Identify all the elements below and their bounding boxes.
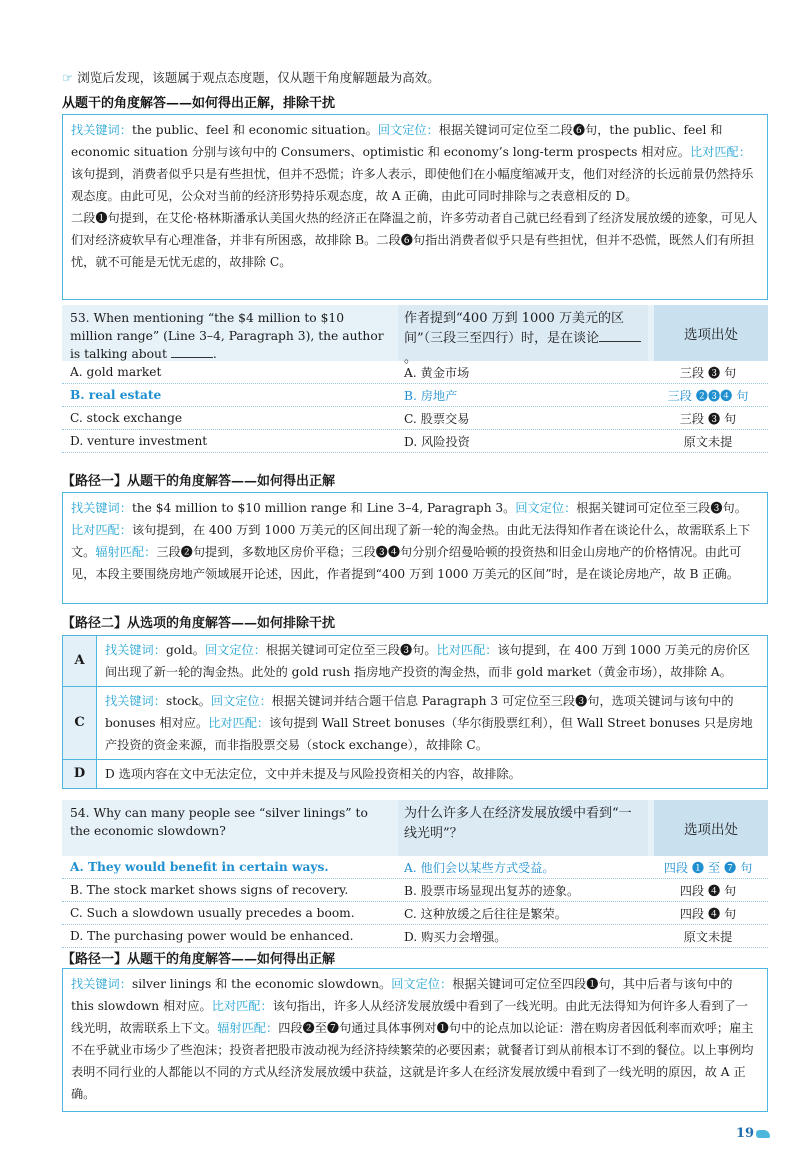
option-row — [62, 407, 768, 430]
option-cn: C. 这种放缓之后往往是繁荣。 — [404, 906, 567, 921]
path-one-title-53: 【路径一】从题干的角度解答——如何得出正解 — [62, 474, 336, 489]
analysis-text: 该句提到，在 400 万到 1000 万美元的区间出现了新一轮的淘金热。由此无法得知作者在谈论什么，故需联系上下文。 — [71, 523, 751, 559]
option-en: B. real estate — [70, 388, 162, 402]
step-label: 比对匹配： — [71, 523, 132, 537]
step-label: 找关键词： — [105, 643, 166, 657]
option-letter: A — [63, 636, 97, 686]
step-label: 找关键词： — [71, 977, 132, 991]
analysis-box-52 — [62, 114, 768, 300]
step-label: 比对匹配： — [436, 643, 498, 657]
analysis-text: stock。 — [165, 694, 211, 708]
option-en: B. The stock market shows signs of recovery. — [70, 883, 349, 897]
option-source: 原文未提 — [683, 434, 733, 449]
option-source: 四段 ❹ 句 — [679, 906, 737, 921]
question-53-header — [62, 305, 768, 366]
analysis-text: gold。 — [165, 643, 205, 657]
option-analysis-row — [63, 636, 767, 687]
pointing-hand-icon: ☞ — [62, 70, 74, 85]
question-54-options — [62, 856, 768, 948]
option-row — [62, 925, 768, 948]
analysis-text: 根据关键词可定位至三段❸句。 — [576, 501, 747, 515]
step-label: 比对匹配： — [690, 145, 751, 159]
page-number: 19 — [736, 1126, 770, 1141]
option-source: 原文未提 — [683, 929, 733, 944]
option-analysis-text — [97, 636, 767, 686]
option-cn: A. 黄金市场 — [404, 365, 470, 380]
option-source: 四段 ❶ 至 ❼ 句 — [663, 860, 753, 875]
option-letter: C — [63, 687, 97, 759]
section-title: 从题干的角度解答——如何得出正解，排除干扰 — [62, 96, 336, 111]
option-source: 四段 ❹ 句 — [679, 883, 737, 898]
option-cn: B. 股票市场显现出复苏的迹象。 — [404, 883, 580, 898]
question-54-stem-cn: 为什么许多人在经济发展放缓中看到“一线光明”？ — [398, 800, 648, 856]
option-en: D. venture investment — [70, 434, 208, 448]
answer-blank — [171, 346, 213, 358]
analysis-paragraph-1 — [71, 119, 759, 207]
option-source: 三段 ❸ 句 — [679, 365, 737, 380]
option-analysis-row — [63, 760, 767, 788]
option-en: C. Such a slowdown usually precedes a boom. — [70, 906, 355, 920]
option-row-correct — [62, 856, 768, 879]
page-number-decoration-icon — [756, 1130, 770, 1138]
step-label: 辐射匹配： — [95, 545, 157, 559]
analysis-box-53 — [62, 492, 768, 604]
analysis-text: 该句指出，许多人从经济发展放缓中看到了一线光明。由此无法得知为何许多人看到了一线光明，故需联系上下文。 — [71, 999, 748, 1035]
option-source-header: 选项出处 — [654, 305, 768, 361]
step-label: 回文定位： — [391, 977, 453, 991]
intro-line — [62, 68, 440, 86]
option-row — [62, 361, 768, 384]
analysis-text: the public、feel 和 economic situation。 — [131, 123, 378, 137]
analysis-box-54 — [62, 968, 768, 1112]
analysis-text: 该句提到，消费者似乎只是有些担忧，但并不恐慌；许多人表示，即使他们在小幅度缩减开支，他们对经济的长远前景仍然持乐观态度。由此可见，公众对当前的经济形势持乐观态度，故 A 正确，由此可同时排除与之表意相反的 D。 — [71, 167, 754, 203]
option-en: A. They would benefit in certain ways. — [70, 860, 329, 874]
option-analysis-text — [97, 687, 767, 759]
question-53-options — [62, 361, 768, 453]
question-54-table — [62, 800, 768, 948]
path-one-title-54: 【路径一】从题干的角度解答——如何得出正解 — [62, 952, 336, 967]
analysis-text: 三段❷句提到，多数地区房价平稳；三段❸❹句分别介绍曼哈顿的投资热和旧金山房地产的价格情况。由此可见，本段主要围绕房地产领域展开论述，因此，作者提到“400 万到 1000 万美元的区间”时，是在谈论房地产，故 B 正确。 — [71, 545, 742, 581]
analysis-text: 四段❷至❼句通过具体事例对❶句中的论点加以论证：潜在购房者因低利率而欢呼；雇主不在乎就业市场少了些泡沫；投资者把股市波动视为经济持续繁荣的必要因素；就餐者订到从前根本订不到的餐位。以上事例均表明不同行业的人都能以不同的方式从经济发展放缓中获益，这就是许多人在经济发展放缓中看到了一线光明的原因，故 A 正确。 — [71, 1021, 754, 1101]
analysis-text: 该句提到，在 400 万到 1000 万美元的房价区间出现了新一轮的淘金热。此处的 gold rush 指房地产投资的淘金热，而非 gold market（黄金市场），故排除 A。 — [105, 643, 751, 679]
option-cn: B. 房地产 — [404, 388, 458, 403]
intro-text: 浏览后发现，该题属于观点态度题，仅从题干角度解题最为高效。 — [77, 70, 440, 85]
analysis-paragraph-54 — [71, 973, 759, 1105]
option-letter: D — [63, 760, 97, 788]
option-analysis-row — [63, 687, 767, 760]
step-label: 辐射匹配： — [217, 1021, 279, 1035]
option-source-header: 选项出处 — [654, 800, 768, 856]
step-label: 找关键词： — [71, 501, 132, 515]
option-en: A. gold market — [70, 365, 162, 379]
analysis-text: D 选项内容在文中无法定位，文中并未提及与风险投资相关的内容，故排除。 — [105, 767, 521, 781]
option-cn: C. 股票交易 — [404, 411, 470, 426]
option-analysis-text — [97, 760, 767, 788]
analysis-paragraph-53 — [71, 497, 759, 585]
analysis-text: 该句提到 Wall Street bonuses（华尔街股票红利），但 Wall Street bonuses 只是房地产投资的资金来源，而非指股票交易（stock exchange），故排除 C。 — [105, 716, 753, 752]
option-row — [62, 879, 768, 902]
step-label: 比对匹配： — [208, 716, 270, 730]
option-row — [62, 902, 768, 925]
step-label: 回文定位： — [210, 694, 272, 708]
analysis-text: 根据关键词并结合题干信息 Paragraph 3 可定位至三段❸句，选项关键词与该句中的 bonuses 相对应。 — [105, 694, 734, 730]
option-row-correct — [62, 384, 768, 407]
option-source: 三段 ❸ 句 — [679, 411, 737, 426]
option-cn: D. 风险投资 — [404, 434, 470, 449]
analysis-text: the $4 million to $10 million range 和 Line 3–4, Paragraph 3。 — [131, 501, 516, 515]
path-two-title-53: 【路径二】从选项的角度解答——如何排除干扰 — [62, 616, 336, 631]
analysis-text: silver linings 和 the economic slowdown。 — [131, 977, 392, 991]
analysis-text: 根据关键词可定位至二段❻句，the public、feel 和 economic situation 分别与该句中的 Consumers、optimistic 和 economy’s long-term prospects 相对应。 — [71, 123, 723, 159]
analysis-text: 根据关键词可定位至三段❸句。 — [265, 643, 437, 657]
step-label: 回文定位： — [377, 123, 439, 137]
question-53-stem-en: 53. When mentioning “the $4 million to $10 million range” (Line 3–4, Paragraph 3), the author is talking about . — [70, 311, 384, 361]
question-53-stem-cn: 作者提到“400 万到 1000 万美元的区间”（三段三至四行）时，是在谈论。 — [398, 305, 648, 361]
answer-blank — [599, 330, 641, 342]
option-en: C. stock exchange — [70, 411, 183, 425]
step-label: 回文定位： — [204, 643, 266, 657]
step-label: 找关键词： — [71, 123, 132, 137]
question-54-header — [62, 800, 768, 856]
option-cn: A. 他们会以某些方式受益。 — [404, 860, 555, 875]
analysis-paragraph-2: 二段❶句提到，在艾伦·格林斯潘承认美国火热的经济正在降温之前，许多劳动者自己就已经看到了经济发展放缓的迹象，可见人们对经济疲软早有心理准备，并非有所困惑，故排除 B。二段❻句指出消费者似乎只是有些担忧，但并不恐慌，既然人们有所担忧，就不可能是无忧无虑的，故排除 C。 — [71, 211, 758, 269]
option-cn: D. 购买力会增强。 — [404, 929, 507, 944]
question-54-stem-en: 54. Why can many people see “silver linings” to the economic slowdown? — [70, 806, 368, 838]
option-analysis-53 — [62, 635, 768, 789]
option-en: D. The purchasing power would be enhanced. — [70, 929, 354, 943]
step-label: 比对匹配： — [211, 999, 273, 1013]
analysis-text: 根据关键词可定位至四段❶句，其中后者与该句中的 this slowdown 相对应。 — [71, 977, 733, 1013]
option-source: 三段 ❷❸❹ 句 — [667, 388, 749, 403]
step-label: 回文定位： — [515, 501, 577, 515]
option-row — [62, 430, 768, 453]
step-label: 找关键词： — [105, 694, 166, 708]
question-53-table — [62, 305, 768, 453]
